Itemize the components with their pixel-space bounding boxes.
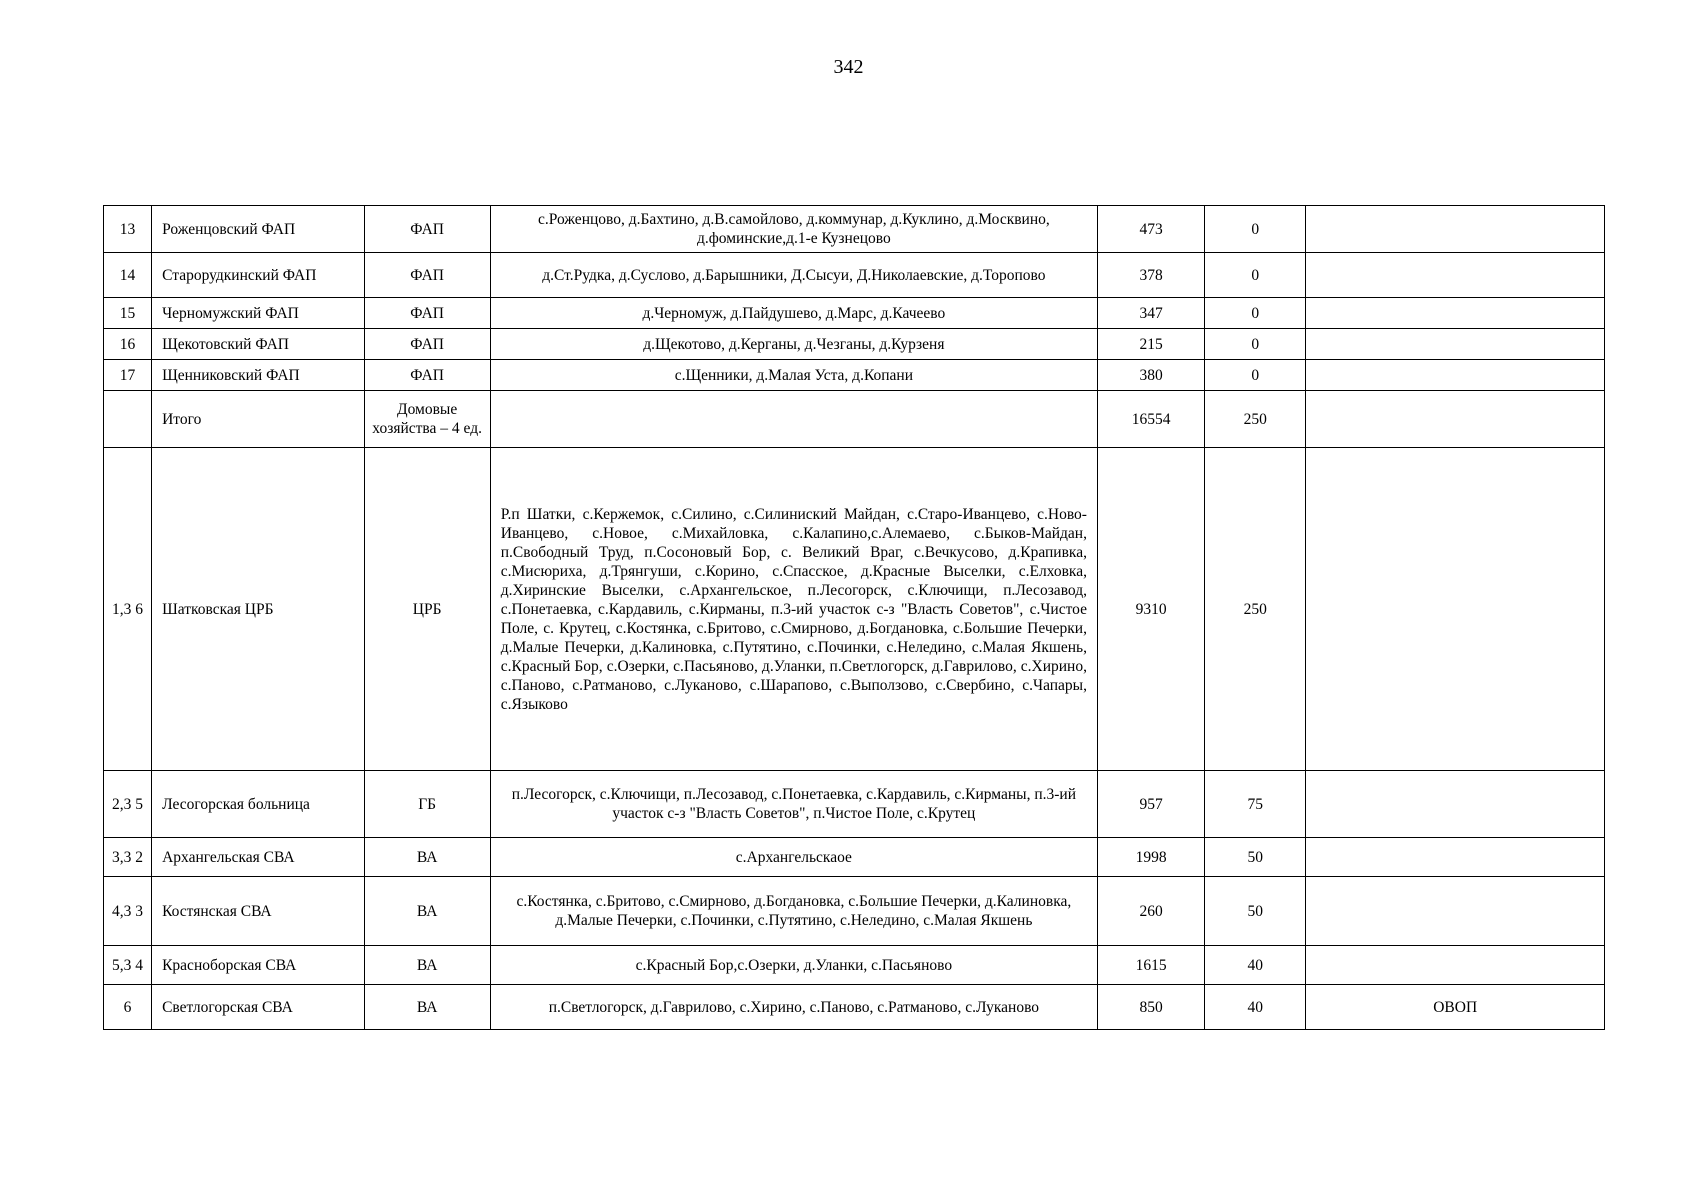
facility-name: Красноборская СВА [152, 946, 364, 985]
facilities-table [103, 205, 1605, 1030]
population-value: 16554 [1097, 391, 1204, 448]
beds-value: 40 [1205, 985, 1306, 1030]
facility-type: ФАП [364, 253, 490, 298]
beds-value: 0 [1205, 329, 1306, 360]
beds-value: 40 [1205, 946, 1306, 985]
service-area: с.Роженцово, д.Бахтино, д.В.самойлово, д.коммунар, д.Куклино, д.Москвино, д.фоминские,д.1-е Кузнецово [490, 206, 1097, 253]
facility-name: Щенниковский ФАП [152, 360, 364, 391]
facility-name: Светлогорская СВА [152, 985, 364, 1030]
beds-value: 50 [1205, 838, 1306, 877]
service-area: д.Щекотово, д.Керганы, д.Чезганы, д.Курзеня [490, 329, 1097, 360]
note-value [1306, 771, 1605, 838]
facility-name: Щекотовский ФАП [152, 329, 364, 360]
note-value [1306, 838, 1605, 877]
row-number: 14 [104, 253, 152, 298]
service-area: Р.п Шатки, с.Кержемок, с.Силино, с.Силиниский Майдан, с.Старо-Иванцево, с.Ново-Иванцево, с.Новое, с.Михайловка, с.Калапино,с.Алемаево, с.Быков-Майдан, п.Свободный Труд, п.Сосоновый Бор, с. Великий Враг, с.Вечкусово, д.Крапивка, с.Мисюриха, д.Трянгуши, с.Корино, с.Спасское, д.Красные Выселки, с.Елховка, д.Хиринские Выселки, с.Архангельское, п.Лесогорск, с.Ключищи, п.Лесозавод, с.Понетаевка, с.Кардавиль, с.Кирманы, п.3-ий участок с-з "Власть Советов", с.Чистое Поле, с. Крутец, с.Костянка, с.Бритово, с.Смирново, д.Богдановка, с.Большие Печерки, д.Малые Печерки, д.Калиновка, с.Путятино, с.Починки, с.Неледино, с.Малая Якшень, с.Красный Бор, с.Озерки, с.Пасьяново, д.Уланки, п.Светлогорск, д.Гаврилово, с.Хирино, с.Паново, с.Ратманово, с.Луканово, с.Шарапово, с.Выползово, с.Свербино, с.Чапары, с.Языково [490, 448, 1097, 771]
facility-type: ЦРБ [364, 448, 490, 771]
row-number: 5,3 4 [104, 946, 152, 985]
table-row [104, 838, 1605, 877]
facility-name: Костянская СВА [152, 877, 364, 946]
service-area [490, 391, 1097, 448]
note-value [1306, 877, 1605, 946]
table-row [104, 298, 1605, 329]
table-row [104, 877, 1605, 946]
population-value: 9310 [1097, 448, 1204, 771]
row-number: 15 [104, 298, 152, 329]
facility-name: Черномужский ФАП [152, 298, 364, 329]
facility-type: ГБ [364, 771, 490, 838]
facility-name: Лесогорская больница [152, 771, 364, 838]
beds-value: 0 [1205, 253, 1306, 298]
note-value [1306, 360, 1605, 391]
facility-name: Роженцовский ФАП [152, 206, 364, 253]
note-value [1306, 329, 1605, 360]
row-number: 13 [104, 206, 152, 253]
population-value: 380 [1097, 360, 1204, 391]
facility-name: Архангельская СВА [152, 838, 364, 877]
facility-name: Шатковская ЦРБ [152, 448, 364, 771]
service-area: с.Костянка, с.Бритово, с.Смирново, д.Богдановка, с.Большие Печерки, д.Калиновка, д.Малые Печерки, с.Починки, с.Путятино, с.Неледино, с.Малая Якшень [490, 877, 1097, 946]
population-value: 473 [1097, 206, 1204, 253]
service-area: с.Щенники, д.Малая Уста, д.Копани [490, 360, 1097, 391]
service-area: п.Светлогорск, д.Гаврилово, с.Хирино, с.Паново, с.Ратманово, с.Луканово [490, 985, 1097, 1030]
beds-value: 50 [1205, 877, 1306, 946]
population-value: 1615 [1097, 946, 1204, 985]
facility-type: Домовые хозяйства – 4 ед. [364, 391, 490, 448]
facility-type: ВА [364, 946, 490, 985]
row-number [104, 391, 152, 448]
table-row [104, 771, 1605, 838]
beds-value: 0 [1205, 206, 1306, 253]
facility-type: ВА [364, 877, 490, 946]
table-row [104, 946, 1605, 985]
row-number: 6 [104, 985, 152, 1030]
facility-type: ФАП [364, 298, 490, 329]
beds-value: 0 [1205, 360, 1306, 391]
facility-type: ФАП [364, 329, 490, 360]
population-value: 957 [1097, 771, 1204, 838]
population-value: 215 [1097, 329, 1204, 360]
note-value [1306, 298, 1605, 329]
page-number: 342 [833, 56, 864, 78]
service-area: п.Лесогорск, с.Ключищи, п.Лесозавод, с.Понетаевка, с.Кардавиль, с.Кирманы, п.3-ий участок с-з "Власть Советов", п.Чистое Поле, с.Крутец [490, 771, 1097, 838]
row-number: 3,3 2 [104, 838, 152, 877]
population-value: 378 [1097, 253, 1204, 298]
facility-name: Итого [152, 391, 364, 448]
row-number: 17 [104, 360, 152, 391]
population-value: 850 [1097, 985, 1204, 1030]
beds-value: 0 [1205, 298, 1306, 329]
beds-value: 75 [1205, 771, 1306, 838]
beds-value: 250 [1205, 391, 1306, 448]
row-number: 16 [104, 329, 152, 360]
population-value: 260 [1097, 877, 1204, 946]
note-value [1306, 448, 1605, 771]
note-value: ОВОП [1306, 985, 1605, 1030]
service-area: с.Архангельскаое [490, 838, 1097, 877]
service-area: д.Ст.Рудка, д.Суслово, д.Барышники, Д.Сысуи, Д.Николаевские, д.Торопово [490, 253, 1097, 298]
note-value [1306, 253, 1605, 298]
population-value: 1998 [1097, 838, 1204, 877]
beds-value: 250 [1205, 448, 1306, 771]
facility-type: ВА [364, 838, 490, 877]
service-area: с.Красный Бор,с.Озерки, д.Уланки, с.Пасьяново [490, 946, 1097, 985]
table-row [104, 206, 1605, 253]
facility-type: ФАП [364, 206, 490, 253]
population-value: 347 [1097, 298, 1204, 329]
table-row [104, 985, 1605, 1030]
row-number: 4,3 3 [104, 877, 152, 946]
facility-type: ФАП [364, 360, 490, 391]
table-row [104, 360, 1605, 391]
table-row [104, 329, 1605, 360]
note-value [1306, 391, 1605, 448]
table-row [104, 391, 1605, 448]
row-number: 2,3 5 [104, 771, 152, 838]
service-area: д.Черномуж, д.Пайдушево, д.Марс, д.Качеево [490, 298, 1097, 329]
table-row [104, 448, 1605, 771]
facility-name: Старорудкинский ФАП [152, 253, 364, 298]
note-value [1306, 206, 1605, 253]
note-value [1306, 946, 1605, 985]
table-row [104, 253, 1605, 298]
row-number: 1,3 6 [104, 448, 152, 771]
facility-type: ВА [364, 985, 490, 1030]
